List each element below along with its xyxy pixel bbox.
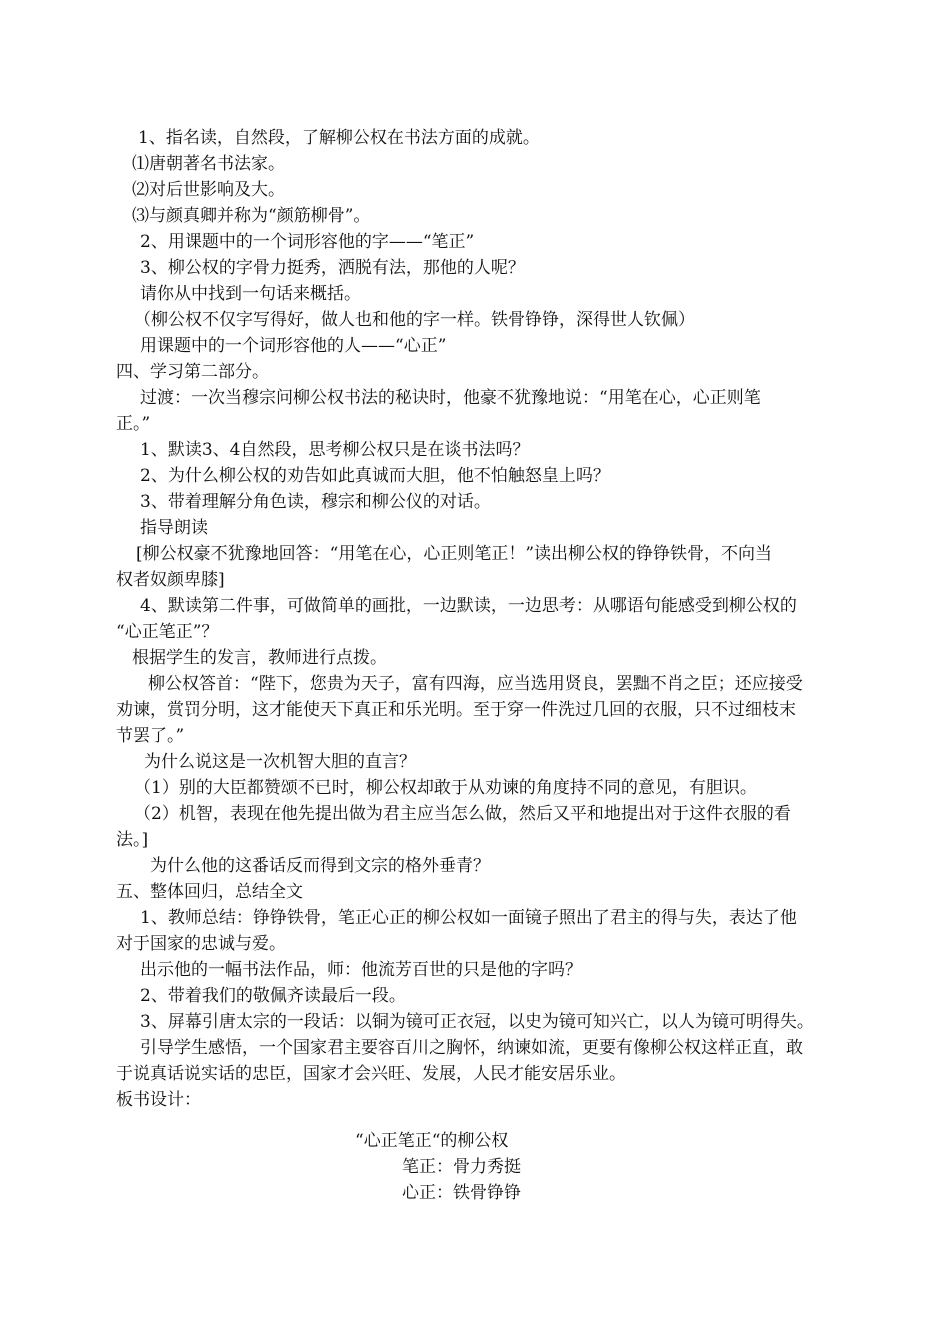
- text-line: 节罢了。”: [116, 726, 185, 746]
- text-line: 为什么他的这番话反而得到文宗的格外垂青？: [150, 856, 490, 876]
- board-row-xinzheng: 心正：铁骨铮铮: [402, 1183, 521, 1203]
- text-line: 柳公权答首：“陛下，您贵为天子，富有四海，应当选用贤良，罢黜不肖之臣；还应接受: [148, 674, 803, 694]
- text-line: 3、柳公权的字骨力挺秀，洒脱有法，那他的人呢？: [140, 258, 525, 278]
- text-line: 2、为什么柳公权的劝告如此真诚而大胆，他不怕触怒皇上吗？: [140, 466, 610, 486]
- text-line: 2、带着我们的敬佩齐读最后一段。: [140, 986, 406, 1006]
- text-line: 正。”: [116, 414, 151, 434]
- section-heading: 板书设计：: [116, 1090, 201, 1110]
- board-row-bizheng: 笔正：骨力秀挺: [402, 1157, 521, 1177]
- section-heading: 四、学习第二部分。: [116, 362, 269, 382]
- text-line: 法。]: [116, 830, 149, 850]
- text-line: ⑴唐朝著名书法家。: [132, 154, 285, 174]
- text-line: 1、教师总结：铮铮铁骨，笔正心正的柳公权如一面镜子照出了君主的得与失，表达了他: [140, 908, 797, 928]
- text-line: 对于国家的忠诚与爱。: [116, 934, 286, 954]
- text-line: 1、默读3、4自然段，思考柳公权只是在谈书法吗？: [140, 440, 530, 460]
- text-line: 2、用课题中的一个词形容他的字——“笔正”: [140, 232, 475, 252]
- text-line: （2）机智，表现在他先提出做为君主应当怎么做，然后又平和地提出对于这件衣服的看: [134, 804, 791, 824]
- text-line: ⑵对后世影响及大。: [132, 180, 285, 200]
- section-heading: 五、整体回归，总结全文: [116, 882, 303, 902]
- text-line: 为什么说这是一次机智大胆的直言？: [144, 752, 416, 772]
- text-line: 引导学生感悟，一个国家君主要容百川之胸怀，纳谏如流，更要有像柳公权这样正直，敢: [140, 1038, 803, 1058]
- text-line: 过渡：一次当穆宗问柳公权书法的秘诀时，他豪不犹豫地说：“用笔在心，心正则笔: [140, 388, 761, 408]
- text-line: 权者奴颜卑膝]: [116, 570, 225, 590]
- text-line: 3、带着理解分角色读，穆宗和柳公仪的对话。: [140, 492, 491, 512]
- text-line: [柳公权豪不犹豫地回答：“用笔在心，心正则笔正！”读出柳公权的铮铮铁骨，不向当: [136, 544, 773, 564]
- text-line: 3、屏幕引唐太宗的一段话：以铜为镜可正衣冠，以史为镜可知兴亡，以人为镜可明得失。: [140, 1012, 814, 1032]
- text-line: “心正笔正”？: [116, 622, 219, 642]
- text-line: ⑶与颜真卿并称为“颜筋柳骨”。: [132, 206, 371, 226]
- text-line: 根据学生的发言，教师进行点拨。: [132, 648, 387, 668]
- text-line: 1、指名读，自然段，了解柳公权在书法方面的成就。: [138, 128, 540, 148]
- text-line: 劝谏，赏罚分明，这才能使天下真正和乐光明。至于穿一件洗过几回的衣服，只不过细枝末: [116, 700, 796, 720]
- text-line: 于说真话说实话的忠臣，国家才会兴旺、发展，人民才能安居乐业。: [116, 1064, 626, 1084]
- text-line: 出示他的一幅书法作品，师：他流芳百世的只是他的字吗？: [140, 960, 582, 980]
- board-title: “心正笔正“的柳公权: [355, 1131, 509, 1151]
- text-line: 用课题中的一个词形容他的人——“心正”: [140, 336, 447, 356]
- text-line: （柳公权不仅字写得好，做人也和他的字一样。铁骨铮铮，深得世人钦佩）: [134, 310, 695, 330]
- text-line: 请你从中找到一句话来概括。: [140, 284, 361, 304]
- text-line: （1）别的大臣都赞颂不已时，柳公权却敢于从劝谏的角度持不同的意见，有胆识。: [134, 778, 757, 798]
- text-line: 指导朗读: [140, 518, 208, 538]
- text-line: 4、默读第二件事，可做简单的画批，一边默读，一边思考：从哪语句能感受到柳公权的: [140, 596, 797, 616]
